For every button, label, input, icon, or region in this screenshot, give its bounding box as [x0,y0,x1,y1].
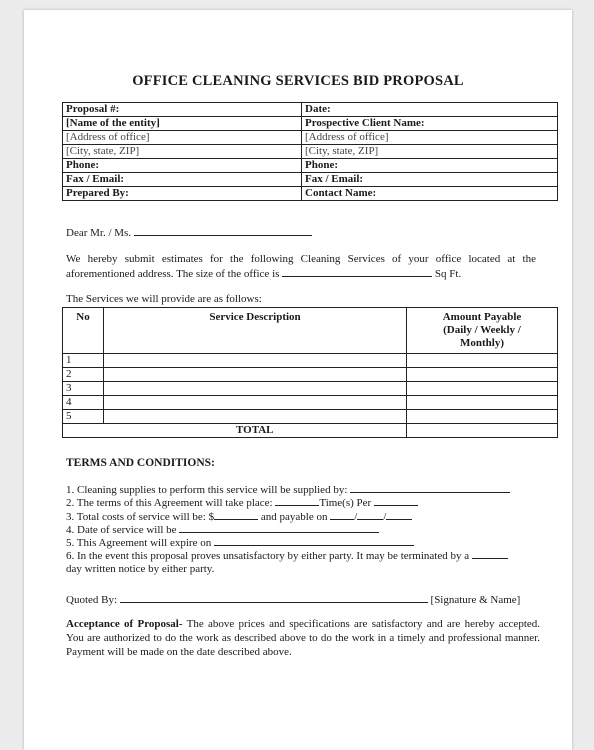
term-6-cont: day written notice by either party. [66,562,215,575]
col-header-no: No [63,308,104,354]
term-3-text: 3. Total costs of service will be: $ [66,510,215,523]
info-cell-right[interactable]: [Address of office] [302,131,558,145]
term-1 [66,482,546,495]
term-3 [66,509,546,522]
info-cell-right[interactable]: Fax / Email: [302,173,558,187]
service-row-number: 5 [63,410,104,424]
intro-text: We hereby submit estimates for the following Cleaning Services of your office located at the aforementioned address. The size of the office is [66,253,536,280]
info-row [63,145,558,159]
service-row [63,368,558,382]
service-description-cell[interactable] [104,396,407,410]
info-cell-left[interactable]: Phone: [63,159,302,173]
service-row [63,354,558,368]
term-6-text: 6. In the event this proposal proves unsatisfactory by either party. It may be terminated by a [66,550,470,563]
terms-heading: TERMS AND CONDITIONS: [66,457,215,469]
service-description-cell[interactable] [104,368,407,382]
info-row [63,117,558,131]
info-cell-left[interactable]: [Name of the entity] [63,117,302,131]
service-amount-cell[interactable] [407,410,558,424]
total-row [63,424,558,438]
info-cell-right[interactable]: Date: [302,103,558,117]
recipient-name-blank[interactable] [134,225,312,236]
info-row [63,159,558,173]
term-5 [66,535,546,548]
term-2-text: 2. The terms of this Agreement will take place: [66,497,273,510]
pay-month-blank[interactable] [330,509,354,520]
info-cell-right[interactable]: Contact Name: [302,187,558,201]
term-4 [66,522,546,535]
service-amount-cell[interactable] [407,396,558,410]
cost-blank[interactable] [214,509,258,520]
info-cell-left[interactable]: Proposal #: [63,103,302,117]
term-2 [66,495,546,508]
info-cell-left[interactable]: [Address of office] [63,131,302,145]
terms-list [66,482,546,575]
info-row [63,131,558,145]
quoted-by-line [66,592,546,607]
total-label: TOTAL [104,424,407,438]
date-slash-2: / [383,510,387,523]
info-cell-right[interactable]: Phone: [302,159,558,173]
col-header-amount-line2: (Daily / Weekly / [443,324,521,336]
document-title: OFFICE CLEANING SERVICES BID PROPOSAL [132,73,464,89]
term-6 [66,548,546,561]
quoted-by-blank[interactable] [120,592,428,603]
pay-year-blank[interactable] [386,509,412,520]
term-5-text: 5. This Agreement will expire on [66,537,212,550]
service-amount-cell[interactable] [407,382,558,396]
service-amount-cell[interactable] [407,354,558,368]
quoted-by-label: Quoted By: [66,594,118,606]
col-header-amount-line1: Amount Payable [442,311,522,323]
info-row [63,173,558,187]
intro-paragraph [66,252,536,281]
total-amount-cell[interactable] [407,424,558,438]
term-2-suffix: Time(s) Per [319,497,372,510]
times-count-blank[interactable] [275,495,319,506]
col-header-amount-line3: Monthly) [460,337,504,349]
info-cell-left[interactable]: Fax / Email: [63,173,302,187]
acceptance-text: The above prices and specifications are satisfactory and are hereby accepted. You are authorized to do the work as described above to do the work in a timely and professional manner. Payment will be made on the date described above. [66,618,541,658]
service-row-number: 4 [63,396,104,410]
term-1-text: 1. Cleaning supplies to perform this service will be supplied by: [66,484,348,496]
supplies-by-blank[interactable] [350,482,510,493]
info-cell-right[interactable]: [City, state, ZIP] [302,145,558,159]
total-row-blank [63,424,104,438]
info-row [63,103,558,117]
col-header-description: Service Description [104,308,407,354]
service-description-cell[interactable] [104,410,407,424]
frequency-blank[interactable] [374,495,418,506]
pay-day-blank[interactable] [357,509,383,520]
info-cell-left[interactable]: [City, state, ZIP] [63,145,302,159]
service-row [63,396,558,410]
notice-days-blank[interactable] [472,548,508,559]
services-table [62,307,558,438]
date-slash-1: / [354,510,358,523]
service-description-cell[interactable] [104,382,407,396]
service-description-cell[interactable] [104,354,407,368]
term-4-text: 4. Date of service will be [66,523,177,536]
term-3-payable: and payable on [260,510,328,523]
expiry-date-blank[interactable] [214,535,414,546]
acceptance-paragraph [66,617,540,659]
salutation-text: Dear Mr. / Ms. [66,227,132,239]
service-row-number: 3 [63,382,104,396]
signature-label: [Signature & Name] [430,594,521,606]
acceptance-label: Acceptance of Proposal- [66,618,183,630]
service-row [63,382,558,396]
info-cell-left[interactable]: Prepared By: [63,187,302,201]
info-cell-right[interactable]: Prospective Client Name: [302,117,558,131]
header-info-table [62,102,558,201]
service-amount-cell[interactable] [407,368,558,382]
service-row [63,410,558,424]
intro-unit: Sq Ft. [434,268,462,280]
info-row [63,187,558,201]
service-date-blank[interactable] [179,522,379,533]
service-row-number: 1 [63,354,104,368]
services-intro: The Services we will provide are as follows: [66,293,262,305]
office-size-blank[interactable] [282,266,432,277]
salutation-line [66,225,536,240]
col-header-amount [407,308,558,354]
service-row-number: 2 [63,368,104,382]
document-page [24,10,572,750]
